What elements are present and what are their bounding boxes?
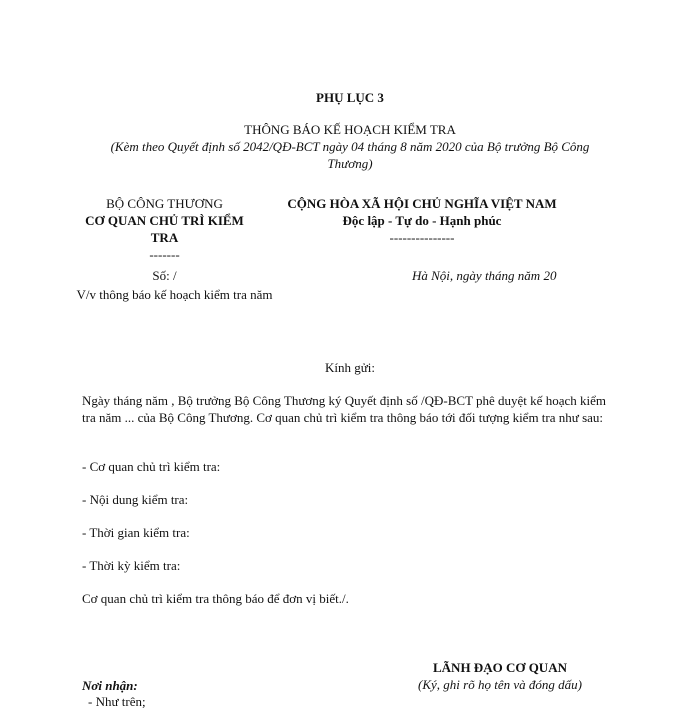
body-paragraph: Ngày tháng năm , Bộ trưởng Bộ Công Thương ký Quyết định số /QĐ-BCT phê duyệt kế hoạch kiểm tra năm ... của Bộ Công Thương. Cơ quan chủ trì kiểm tra thông báo tới đối tượng kiểm tra như sau: (82, 393, 606, 425)
list-item: - Thời kỳ kiểm tra: (82, 558, 181, 573)
recipients-label: Nơi nhận: (82, 678, 138, 693)
signature-note: (Ký, ghi rõ họ tên và đóng dấu) (418, 677, 582, 692)
ministry-name: BỘ CÔNG THƯƠNG (106, 196, 223, 211)
right-separator: --------------- (389, 230, 455, 245)
list-item: - Thời gian kiểm tra: (82, 525, 190, 540)
greeting: Kính gửi: (324, 360, 376, 375)
recipient-item: - Như trên; (88, 694, 146, 709)
document-subject: V/v thông báo kế hoạch kiểm tra năm (76, 287, 273, 302)
list-item: - Cơ quan chủ trì kiểm tra: (82, 459, 221, 474)
agency-name-line1: CƠ QUAN CHỦ TRÌ KIỂM (85, 213, 244, 228)
document-title: THÔNG BÁO KẾ HOẠCH KIỂM TRA (244, 122, 456, 137)
agency-name-line2: TRA (150, 230, 179, 245)
document-subtitle: (Kèm theo Quyết định số 2042/QĐ-BCT ngày 04 tháng 8 năm 2020 của Bộ trưởng Bộ Công Thương) (110, 139, 590, 171)
place-and-date: Hà Nội, ngày tháng năm 20 (412, 268, 557, 283)
closing-statement: Cơ quan chủ trì kiểm tra thông báo để đơn vị biết./. (82, 591, 349, 606)
national-motto: Độc lập - Tự do - Hạnh phúc (342, 213, 502, 228)
list-item: - Nội dung kiểm tra: (82, 492, 189, 507)
issuing-agency-header (72, 195, 257, 263)
national-header (272, 195, 572, 246)
appendix-label: PHỤ LỤC 3 (316, 90, 384, 105)
country-name: CỘNG HÒA XÃ HỘI CHỦ NGHĨA VIỆT NAM (287, 196, 557, 211)
left-separator: ------- (149, 247, 180, 262)
signature-title: LÃNH ĐẠO CƠ QUAN (433, 660, 567, 675)
document-number: Số: / (152, 268, 177, 283)
